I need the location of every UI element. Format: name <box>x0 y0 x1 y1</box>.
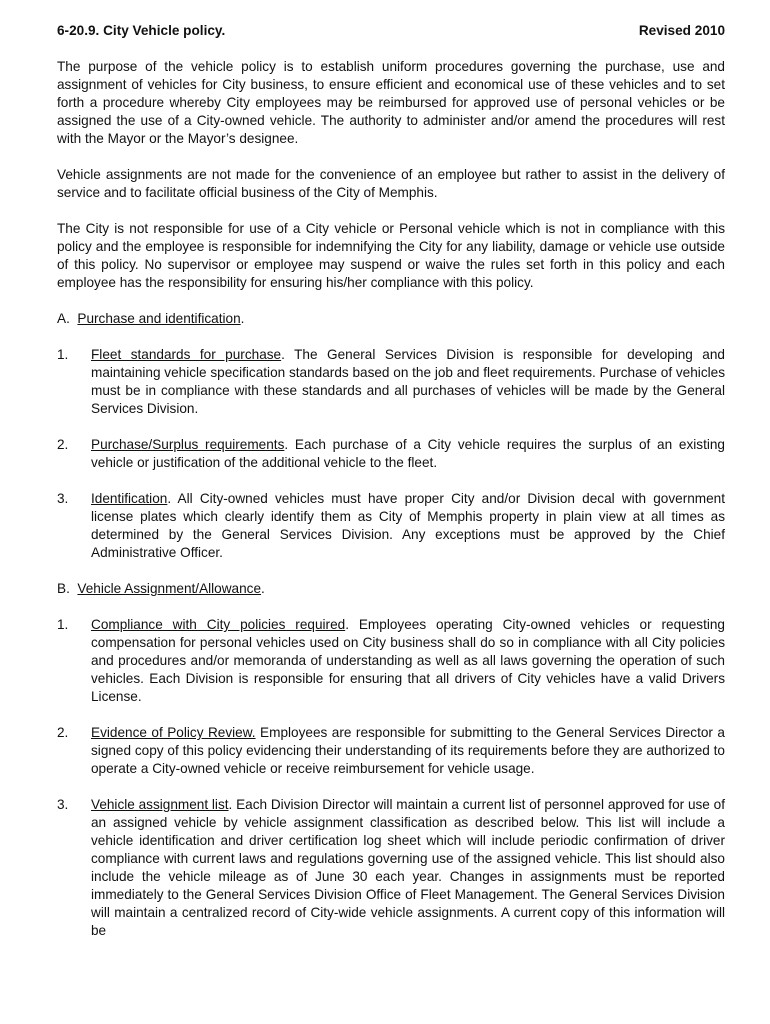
item-number: 1. <box>57 347 69 362</box>
section-b-letter: B. <box>57 581 70 596</box>
item-text: . The General Services Division is responsible for developing and maintaining vehicle specification standards based on the job and fleet requirements. Purchase of vehicles must be in compliance with these standards and all purchases of vehicles will be made by the General Services Division. <box>91 347 725 416</box>
section-a-letter: A. <box>57 311 70 326</box>
item-text: . Each purchase of a City vehicle requires the surplus of an existing vehicle or justification of the additional vehicle to the fleet. <box>91 437 725 470</box>
item-number: 3. <box>57 797 69 812</box>
item-body <box>91 616 725 706</box>
item-heading: Identification <box>91 491 168 506</box>
item-body <box>91 724 725 778</box>
item-number: 2. <box>57 437 69 452</box>
section-b-item <box>57 616 725 706</box>
section-a-title: Purchase and identification <box>77 311 241 326</box>
section-a-item <box>57 346 725 418</box>
item-heading: Evidence of Policy Review. <box>91 725 256 740</box>
item-text: . Each Division Director will maintain a current list of personnel approved for use of an assigned vehicle by vehicle assignment classification as described below. This list will include a vehicle identification and driver certification log sheet which will include periodic confirmation of driver compliance with current laws and regulations governing use of the assigned vehicle. This list should also include the vehicle mileage as of June 30 each year. Changes in assignments must be reported immediately to the General Services Division Office of Fleet Management. The General Services Division will maintain a centralized record of City-wide vehicle assignments. A current copy of this information will be <box>91 797 725 938</box>
item-body <box>91 346 725 418</box>
section-b-title: Vehicle Assignment/Allowance <box>77 581 262 596</box>
revision-note: Revised 2010 <box>638 23 725 38</box>
section-a-item <box>57 436 725 472</box>
item-text: . Employees operating City-owned vehicles or requesting compensation for personal vehicles used on City business shall do so in compliance with all City policies and procedures and/or memoranda of understanding as well as all laws governing the operation of such vehicles. Each Division is responsible for ensuring that all drivers of City vehicles have a valid Drivers License. <box>91 617 725 704</box>
policy-title: 6-20.9. City Vehicle policy. <box>57 23 226 38</box>
intro-paragraph-1: The purpose of the vehicle policy is to establish uniform procedures governing the purchase, use and assignment of vehicles for City business, to ensure efficient and economical use of these vehicles and to set forth a procedure whereby City employees may be reimbursed for approved use of personal vehicles or be assigned the use of a City-owned vehicle. The authority to administer and/or amend the procedures will rest with the Mayor or the Mayor’s designee. <box>57 59 725 146</box>
item-heading: Vehicle assignment list <box>91 797 229 812</box>
document-header <box>57 22 725 40</box>
item-number: 3. <box>57 491 69 506</box>
item-body <box>91 490 725 562</box>
section-a-item <box>57 490 725 562</box>
intro-paragraph-2: Vehicle assignments are not made for the convenience of an employee but rather to assist in the delivery of service and to facilitate official business of the City of Memphis. <box>57 167 725 200</box>
section-a-heading: A. Purchase and identification. <box>57 311 245 326</box>
item-number: 1. <box>57 617 69 632</box>
item-text: . All City-owned vehicles must have proper City and/or Division decal with government license plates which clearly identify them as City of Memphis property in plain view at all times as determined by the General Services Division. Any exceptions must be approved by the Chief Administrative Officer. <box>91 491 725 560</box>
intro-paragraph-3: The City is not responsible for use of a City vehicle or Personal vehicle which is not in compliance with this policy and the employee is responsible for indemnifying the City for any liability, damage or vehicle use outside of this policy. No supervisor or employee may suspend or waive the rules set forth in this policy and each employee has the responsibility for ensuring his/her compliance with this policy. <box>57 221 725 290</box>
section-b-item <box>57 796 725 940</box>
item-number: 2. <box>57 725 69 740</box>
item-heading: Purchase/Surplus requirements <box>91 437 285 452</box>
item-heading: Fleet standards for purchase <box>91 347 282 362</box>
item-text: Employees are responsible for submitting to the General Services Director a signed copy of this policy evidencing their understanding of its requirements before they are authorized to operate a City-owned vehicle or receive reimbursement for vehicle usage. <box>91 725 725 776</box>
item-body <box>91 436 725 472</box>
item-body <box>91 796 725 940</box>
item-heading: Compliance with City policies required <box>91 617 346 632</box>
section-b-item <box>57 724 725 778</box>
section-b-heading: B. Vehicle Assignment/Allowance. <box>57 581 265 596</box>
